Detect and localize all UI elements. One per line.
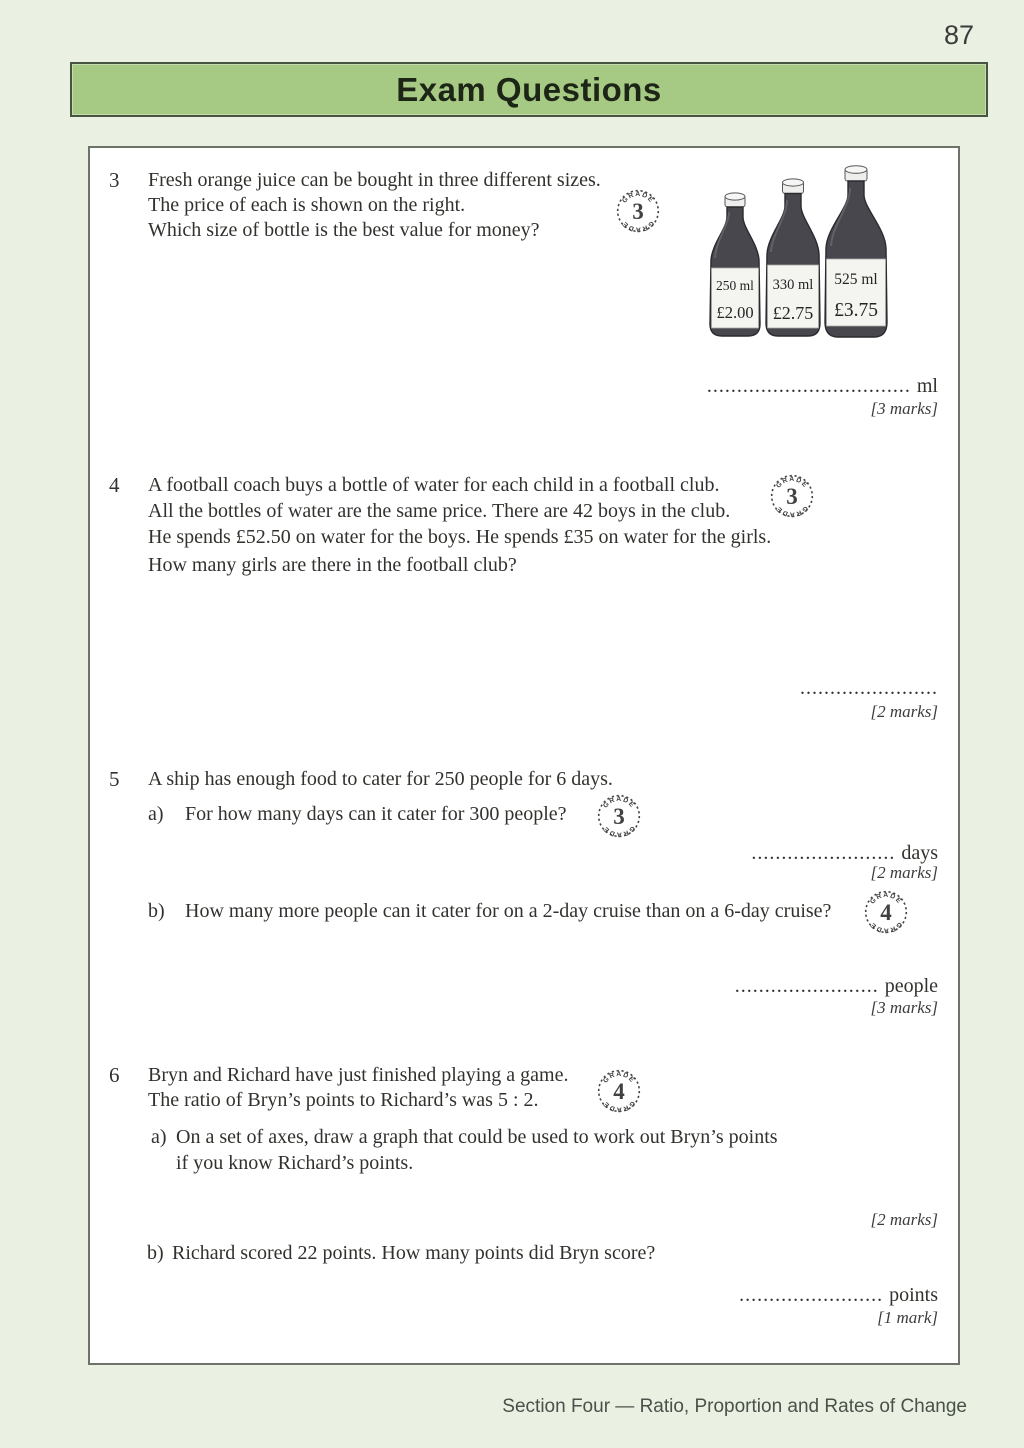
answer-unit: people xyxy=(884,975,938,997)
answer-unit: ml xyxy=(916,375,938,397)
question-5b-label: b) xyxy=(148,900,165,922)
grade-4-badge xyxy=(864,890,908,934)
question-6b-label: b) xyxy=(147,1242,164,1264)
question-5a-label: a) xyxy=(148,803,164,825)
bottle-small-price: £2.00 xyxy=(716,303,754,322)
badge-word-bottom: GRADE xyxy=(774,504,810,518)
answer-blank: ........................ xyxy=(739,1284,884,1306)
question-5b-text: How many more people can it cater for on a 2-day cruise than on a 6-day cruise? xyxy=(185,900,832,922)
question-6a-marks: [2 marks] xyxy=(870,1210,938,1229)
section-footer: Section Four — Ratio, Proportion and Rates of Change xyxy=(502,1396,967,1417)
badge-grade-number: 3 xyxy=(632,199,644,224)
question-5b-answer-line xyxy=(735,974,938,998)
grade-4-badge xyxy=(597,1069,641,1113)
juice-bottles-illustration xyxy=(702,162,892,347)
question-3-answer-line xyxy=(707,374,938,398)
badge-word-top: GRADE xyxy=(602,1070,636,1085)
bottle-large-price: £3.75 xyxy=(834,300,878,321)
bottle-medium-price: £2.75 xyxy=(772,303,814,323)
badge-word-top: GRADE xyxy=(869,891,903,906)
question-4-number: 4 xyxy=(109,473,120,497)
grade-3-badge xyxy=(616,189,660,233)
answer-blank: .................................. xyxy=(706,375,911,397)
badge-grade-number: 3 xyxy=(786,484,798,509)
question-5a-text: For how many days can it cater for 300 people? xyxy=(185,803,567,825)
answer-blank: ....................... xyxy=(800,677,938,699)
question-4-marks: [2 marks] xyxy=(870,702,938,721)
badge-word-bottom: GRADE xyxy=(620,219,656,233)
question-3-number: 3 xyxy=(109,168,120,192)
question-6b-answer-line xyxy=(739,1283,938,1307)
answer-blank: ........................ xyxy=(751,842,896,864)
badge-word-bottom: GRADE xyxy=(868,920,904,934)
question-5-intro: A ship has enough food to cater for 250 people for 6 days. xyxy=(148,768,613,790)
badge-word-top: GRADE xyxy=(621,190,655,205)
question-4-line-2: All the bottles of water are the same price. There are 42 boys in the club. xyxy=(148,500,731,522)
question-5a-marks: [2 marks] xyxy=(870,863,938,882)
grade-3-badge xyxy=(770,474,814,518)
badge-grade-number: 4 xyxy=(613,1079,625,1104)
question-4-line-4: How many girls are there in the football club? xyxy=(148,554,517,576)
bottle-medium xyxy=(766,179,820,336)
question-6a-line-2: if you know Richard’s points. xyxy=(176,1152,414,1174)
page-number: 87 xyxy=(943,20,974,50)
question-3-line-3: Which size of bottle is the best value for money? xyxy=(148,219,540,241)
question-6b-text: Richard scored 22 points. How many points did Bryn score? xyxy=(172,1242,656,1264)
exam-questions-banner xyxy=(70,62,988,117)
question-5b-marks: [3 marks] xyxy=(870,998,938,1017)
answer-unit: days xyxy=(901,842,938,864)
badge-word-bottom: GRADE xyxy=(601,824,637,838)
badge-word-top: GRADE xyxy=(775,475,809,490)
bottle-large xyxy=(825,166,887,337)
question-4-line-3: He spends £52.50 on water for the boys. He spends £35 on water for the girls. xyxy=(148,526,772,548)
question-6a-line-1: On a set of axes, draw a graph that could be used to work out Bryn’s points xyxy=(176,1126,778,1148)
question-3-line-1: Fresh orange juice can be bought in three different sizes. xyxy=(148,169,601,191)
badge-grade-number: 4 xyxy=(880,900,892,925)
badge-grade-number: 3 xyxy=(613,804,625,829)
bottle-small xyxy=(710,193,760,336)
answer-unit: points xyxy=(889,1284,938,1306)
answer-blank: ........................ xyxy=(734,975,879,997)
question-3-line-2: The price of each is shown on the right. xyxy=(148,194,466,216)
question-6a-label: a) xyxy=(151,1126,167,1148)
question-5a-answer-line xyxy=(751,841,938,865)
bottle-large-size: 525 ml xyxy=(834,271,878,288)
question-6-number: 6 xyxy=(109,1063,120,1087)
question-4-answer-line xyxy=(800,676,938,700)
page-title: Exam Questions xyxy=(396,70,662,108)
questions-panel xyxy=(88,146,960,1365)
question-6-line-1: Bryn and Richard have just finished playing a game. xyxy=(148,1064,569,1086)
question-5-number: 5 xyxy=(109,767,120,791)
grade-3-badge xyxy=(597,794,641,838)
question-6-line-2: The ratio of Bryn’s points to Richard’s was 5 : 2. xyxy=(148,1089,539,1111)
bottle-medium-size: 330 ml xyxy=(772,277,814,293)
question-4-line-1: A football coach buys a bottle of water for each child in a football club. xyxy=(148,474,720,496)
badge-word-bottom: GRADE xyxy=(601,1099,637,1113)
badge-word-top: GRADE xyxy=(602,795,636,810)
bottle-small-size: 250 ml xyxy=(716,278,754,293)
question-6b-marks: [1 mark] xyxy=(877,1308,938,1327)
question-3-marks: [3 marks] xyxy=(870,399,938,418)
